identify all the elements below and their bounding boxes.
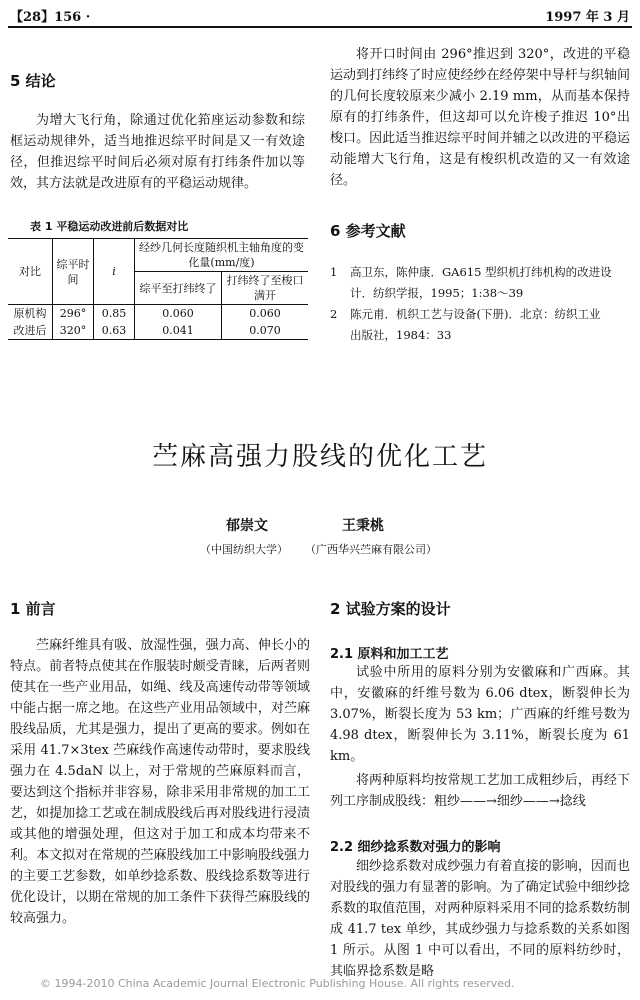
col-i: i xyxy=(94,239,135,305)
section-2-2-text: 细纱捻系数对成纱强力有着直接的影响，因而也对股线的强力有显著的影响。为了确定试验中细纱捻系数的取值范围，对两种原料采用不同的捻系数纺制成 41.7 tex 单纱，其成纱强力与捻系数的关系如图 1 所示。从图 1 中可以看出，不同的原料纺纱时，其临界捻系数是略 xyxy=(330,859,630,979)
conclusion-text: 为增大飞行角，除通过优化筘座运动参数和综框运动规律外，适当地推迟综平时间是又一有效途径，但推迟综平时间后必须对原有打纬条件加以等效，其方法就是改进原有的平稳运动规律。 xyxy=(10,113,305,191)
page-number: 【28】156 · xyxy=(10,10,91,25)
conclusion-heading: 5 结论 xyxy=(10,72,56,90)
section-2-1-heading: 2.1 原料和加工工艺 xyxy=(330,647,449,662)
cell-v1: 0.060 xyxy=(135,305,222,323)
cell-v2: 0.070 xyxy=(222,322,309,340)
intro-heading: 1 前言 xyxy=(10,600,56,618)
references-heading: 6 参考文献 xyxy=(330,222,406,240)
reference-list xyxy=(330,262,630,346)
table-caption: 表 1 平稳运动改进前后数据对比 xyxy=(30,220,189,233)
cell-v2: 0.060 xyxy=(222,305,309,323)
section-2-1-process: 将两种原料均按常规工艺加工成粗纱后，再经下列工序制成股线：粗纱——→细纱——→捻线 xyxy=(330,773,630,809)
reference-number: 1 xyxy=(330,265,338,279)
reference-text xyxy=(350,304,600,346)
cell-time: 320° xyxy=(53,322,94,340)
table-row xyxy=(8,305,308,323)
reference-number: 2 xyxy=(330,307,338,321)
author-affiliation: （广西华兴苎麻有限公司） xyxy=(305,543,437,556)
comparison-table xyxy=(8,238,308,340)
reference-line: 出版社，1984：33 xyxy=(350,328,452,342)
reference-text xyxy=(350,262,612,304)
intro-text: 苎麻纤维具有吸、放湿性强，强力高、伸长小的特点。前者特点使其在作服装时颇受青睐，后两者则使其在一些产业用品，如绳、线及高速传动带等领域中能占据一席之地。在这些产业用品领域中，对苎麻股线品质，尤其是强力，提出了更高的要求。例如在采用 41.7×3tex 苎麻线作高速传动带时，要求股线强力在 4.5daN 以上，对于常规的苎麻原料而言，要达到这个指标并非容易，除非采用非常规的加工工艺，如提加捻工艺或在制成股线后再对股线进行浸渍或其他的增强处理，但这对于加工和成本均带来不利。本文拟对在常规的苎麻股线加工中影响股线强力的主要工艺参数，如单纱捻系数、股线捻系数等进行优化设计，以期在常规的加工条件下获得苎麻股线的较高强力。 xyxy=(10,638,310,926)
design-heading: 2 试验方案的设计 xyxy=(330,600,451,618)
cell-i: 0.63 xyxy=(94,322,135,340)
author-name: 王秉桃 xyxy=(342,518,384,534)
reference-line: 高卫东，陈仲康．GA615 型织机打纬机构的改进设 xyxy=(350,265,612,279)
header-rule xyxy=(8,26,632,28)
section-2-1-text: 试验中所用的原料分别为安徽麻和广西麻。其中，安徽麻的纤维号数为 6.06 dtex，断裂伸长为 3.07%，断裂长度为 53 km；广西麻的纤维号数为 4.98 dtex，断裂伸长为 3.11%，断裂长度为 61 km。 xyxy=(330,665,630,764)
right-column-text: 将开口时间由 296°推迟到 320°，改进的平稳运动到打纬终了时应使经纱在经停架中导杆与织轴间的几何长度较原来少减小 2.19 mm，从而基本保持原有的打纬条件，但这却可以允许梭子推迟 10°出梭口。因此适当推迟综平时间并辅之以改进的平稳运动能增大飞行角，这是有梭织机改造的又一有效途径。 xyxy=(330,47,630,188)
row-label: 改进后 xyxy=(8,322,53,340)
issue-date: 1997 年 3 月 xyxy=(545,10,630,25)
col-compare: 对比 xyxy=(8,239,53,305)
reference-line: 陈元甫．机织工艺与设备(下册)．北京：纺织工业 xyxy=(350,307,601,321)
reference-item xyxy=(330,262,630,304)
reference-item xyxy=(330,304,630,346)
sub-col-1: 综平至打纬终了 xyxy=(135,272,222,305)
cell-v1: 0.041 xyxy=(135,322,222,340)
copyright-footer: © 1994-2010 China Academic Journal Electronic Publishing House. All rights reserved. xyxy=(40,977,515,990)
cell-i: 0.85 xyxy=(94,305,135,323)
author-name: 郁崇文 xyxy=(226,518,268,534)
section-2-2-heading: 2.2 细纱捻系数对强力的影响 xyxy=(330,840,501,855)
cell-time: 296° xyxy=(53,305,94,323)
table-row xyxy=(8,322,308,340)
reference-line: 计．纺织学报，1995；1:38～39 xyxy=(350,286,524,300)
sub-col-2: 打纬终了至梭口满开 xyxy=(222,272,309,305)
col-time: 综平时间 xyxy=(53,239,94,305)
author-affiliation: （中国纺织大学） xyxy=(200,543,288,556)
col-group: 经纱几何长度随织机主轴角度的变化量(mm/度) xyxy=(135,239,309,272)
article-title: 苎麻高强力股线的优化工艺 xyxy=(151,442,488,472)
row-label: 原机构 xyxy=(13,307,47,320)
